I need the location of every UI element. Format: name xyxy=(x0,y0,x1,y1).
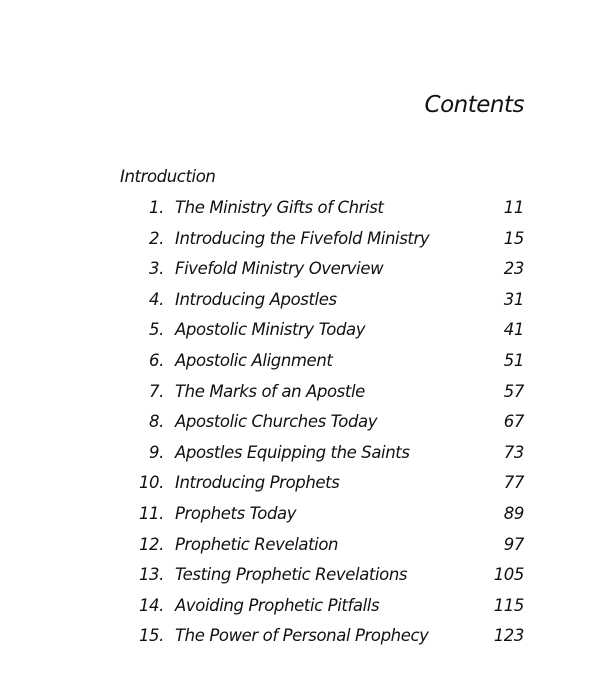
toc-entry-page: 105 xyxy=(493,565,524,585)
toc-entry xyxy=(0,624,595,655)
toc-entry-number: 11. xyxy=(138,503,164,523)
toc-entry xyxy=(0,380,595,411)
toc-entry-title: The Marks of an Apostle xyxy=(175,381,365,401)
toc-entry-number: 1. xyxy=(149,198,164,217)
toc-entry xyxy=(0,502,595,533)
toc-entry xyxy=(0,349,595,380)
toc-entry-title: Testing Prophetic Revelations xyxy=(175,565,408,585)
toc-entry xyxy=(0,227,595,258)
toc-entry-page: 23 xyxy=(503,259,524,279)
toc-entry-page: 11 xyxy=(503,198,524,217)
toc-entry-number: 12. xyxy=(138,534,164,554)
toc-entry-number: 9. xyxy=(149,442,164,462)
toc-entry-title: Fivefold Ministry Overview xyxy=(175,259,384,279)
toc-entry-title: Prophets Today xyxy=(175,503,297,523)
toc-entry-number: 10. xyxy=(138,473,164,493)
toc-entry xyxy=(0,410,595,441)
toc-entry-title: Introducing Prophets xyxy=(175,473,340,493)
toc-entry-title: Introducing the Fivefold Ministry xyxy=(175,228,430,248)
toc-introduction: Introduction xyxy=(120,167,216,186)
toc-entry-number: 2. xyxy=(149,228,164,248)
toc-entry xyxy=(0,196,595,227)
toc-entry-number: 7. xyxy=(149,381,164,401)
toc-entry xyxy=(0,441,595,472)
toc-entry-number: 4. xyxy=(149,289,164,309)
toc-entry-title: Apostolic Ministry Today xyxy=(175,320,366,340)
toc-entry-page: 51 xyxy=(503,350,524,370)
toc-entry-title: Avoiding Prophetic Pitfalls xyxy=(175,595,380,615)
toc-entry-page: 15 xyxy=(503,228,524,248)
toc-entry-page: 89 xyxy=(503,503,524,523)
toc-entry xyxy=(0,257,595,288)
toc-entry xyxy=(0,594,595,625)
toc-entry-number: 14. xyxy=(138,595,164,615)
toc-entry-number: 13. xyxy=(138,565,164,585)
toc-entry-number: 15. xyxy=(138,626,164,646)
toc-entry xyxy=(0,318,595,349)
toc-entry-page: 67 xyxy=(503,412,524,432)
toc-entry-number: 3. xyxy=(149,259,164,279)
toc-entry-number: 8. xyxy=(149,412,164,432)
toc-entry-page: 115 xyxy=(493,595,524,615)
toc-entry-page: 31 xyxy=(503,289,524,309)
toc-entry xyxy=(0,288,595,319)
toc-entry xyxy=(0,563,595,594)
toc-entry xyxy=(0,533,595,564)
toc-entry-page: 123 xyxy=(493,626,524,646)
toc-entry-title: Apostolic Alignment xyxy=(175,350,333,370)
toc-entry-page: 77 xyxy=(503,473,524,493)
toc-entry-page: 97 xyxy=(503,534,524,554)
page-title: Contents xyxy=(424,92,524,118)
toc-list xyxy=(0,196,595,655)
toc-entry-page: 41 xyxy=(503,320,524,340)
toc-entry-page: 73 xyxy=(503,442,524,462)
toc-entry-number: 5. xyxy=(149,320,164,340)
toc-entry xyxy=(0,471,595,502)
toc-entry-number: 6. xyxy=(149,350,164,370)
toc-entry-title: The Power of Personal Prophecy xyxy=(175,626,429,646)
toc-entry-title: Apostolic Churches Today xyxy=(175,412,378,432)
toc-entry-title: Apostles Equipping the Saints xyxy=(175,442,410,462)
toc-entry-title: The Ministry Gifts of Christ xyxy=(175,198,384,217)
toc-entry-title: Prophetic Revelation xyxy=(175,534,339,554)
toc-entry-page: 57 xyxy=(503,381,524,401)
toc-entry-title: Introducing Apostles xyxy=(175,289,337,309)
